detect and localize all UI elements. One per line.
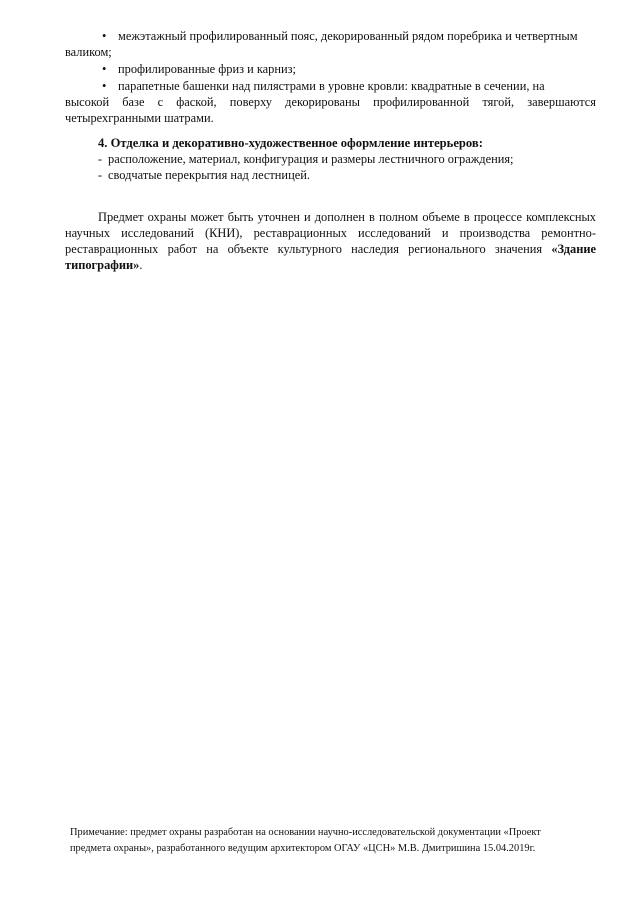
dash-item-vaulted-ceilings <box>98 167 310 183</box>
object-name: «Здание типографии» <box>65 242 596 272</box>
dash-glyph: - <box>98 168 103 182</box>
bullet-continuation: высокой базе с фаской, поверху декорированы профилированной тягой, завершаются четырехгранными шатрами. <box>65 95 596 125</box>
bullet-text: парапетные башенки над пилястрами в уровне кровли: квадратные в сечении, на <box>118 79 545 93</box>
bullet-item-turrets <box>65 78 596 126</box>
bullet-text: межэтажный профилированный пояс, декорированный рядом поребрика и четвертным <box>118 29 578 43</box>
closing-paragraph <box>65 209 596 273</box>
bullet-glyph: • <box>102 62 107 76</box>
bullet-glyph: • <box>102 79 107 93</box>
bullet-text: профилированные фриз и карниз; <box>118 62 296 76</box>
dash-text: сводчатые перекрытия над лестницей. <box>108 168 310 182</box>
bullet-item-frieze <box>98 61 596 77</box>
bullet-item-belt <box>65 28 596 60</box>
bullet-glyph: • <box>102 29 107 43</box>
closing-end: . <box>139 258 143 272</box>
dash-item-staircase-railing <box>98 151 513 167</box>
footnote-line-2: предмета охраны», разработанного ведущим архитектором ОГАУ «ЦСН» М.В. Дмитришина 15.04.2019г. <box>70 843 536 854</box>
closing-text: Предмет охраны может быть уточнен и дополнен в полном объеме в процессе комплексных научных исследований (КНИ), реставрационных исследований и производства ремонтно-реставрационных работ на объекте культурного наследия регионального значения <box>65 210 596 256</box>
section-title: 4. Отделка и декоративно-художественное оформление интерьеров: <box>98 136 483 150</box>
dash-glyph: - <box>98 152 103 166</box>
bullet-continuation: валиком; <box>65 45 112 59</box>
footnote <box>70 825 570 857</box>
footnote-line-1: Примечание: предмет охраны разработан на основании научно-исследовательской документации «Проект <box>70 827 541 838</box>
dash-text: расположение, материал, конфигурация и размеры лестничного ограждения; <box>108 152 514 166</box>
